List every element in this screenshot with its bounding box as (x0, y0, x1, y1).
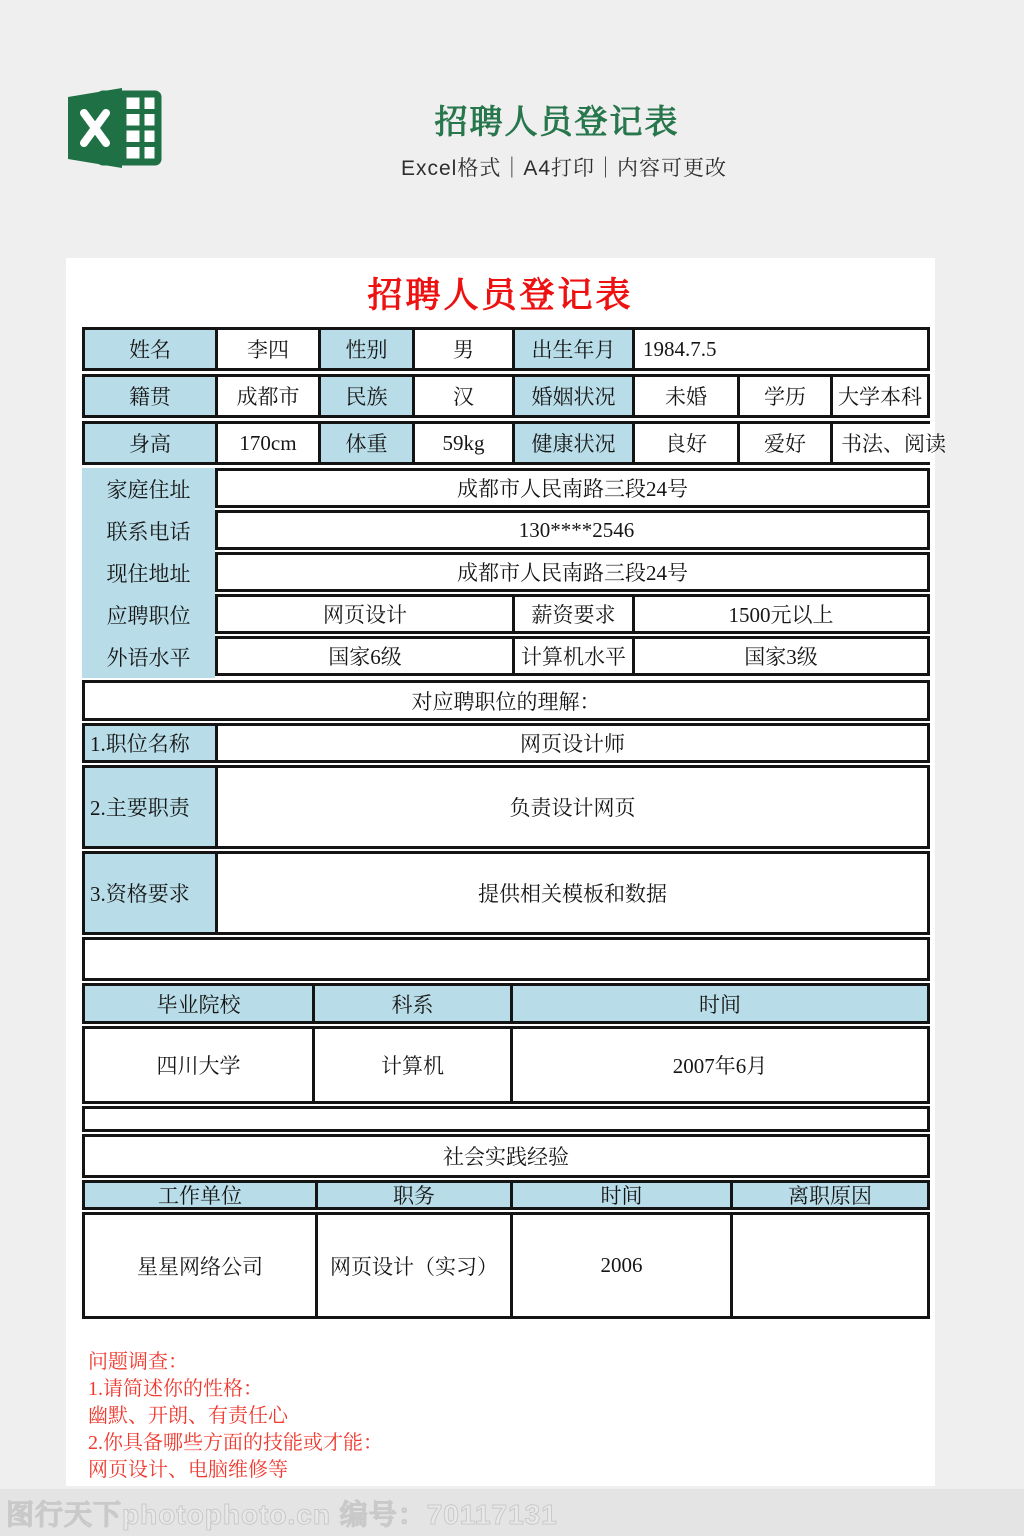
ethnicity-value: 汉 (412, 374, 515, 418)
home-address-value: 成都市人民南路三段24号 (215, 468, 930, 508)
position-name-label: 1.职位名称 (82, 723, 218, 763)
department-value: 计算机 (312, 1026, 513, 1104)
understanding-row (82, 765, 930, 849)
graduation-time-value: 2007年6月 (510, 1026, 930, 1104)
gender-label: 性别 (318, 327, 415, 371)
survey-notes (88, 1349, 935, 1484)
table-row (82, 421, 946, 465)
work-time-value: 2006 (510, 1212, 733, 1319)
contact-section (82, 468, 930, 678)
phone-value: 130****2546 (215, 510, 930, 550)
watermark-text: 图行天下photophoto.cn 编号：70117131 (6, 1498, 558, 1530)
height-label: 身高 (82, 421, 218, 465)
school-value: 四川大学 (82, 1026, 315, 1104)
position-value: 网页设计 (215, 594, 515, 634)
registration-table (82, 327, 946, 1319)
employer-value: 星星网络公司 (82, 1212, 318, 1319)
position-row (215, 594, 930, 634)
note-line: 幽默、开朗、有责任心 (88, 1405, 288, 1427)
understanding-row (82, 851, 930, 935)
computer-label: 计算机水平 (512, 636, 635, 676)
health-value: 良好 (632, 421, 740, 465)
note-line: 问题调查： (88, 1351, 188, 1373)
duty-label: 2.主要职责 (82, 765, 218, 849)
school-header: 毕业院校 (82, 983, 315, 1024)
origin-value: 成都市 (215, 374, 321, 418)
leave-reason-header: 离职原因 (730, 1180, 930, 1210)
employer-header: 工作单位 (82, 1180, 318, 1210)
current-address-label: 现住地址 (106, 562, 191, 586)
language-label: 外语水平 (106, 646, 191, 670)
birth-label: 出生年月 (512, 327, 635, 371)
skill-row (215, 636, 930, 676)
education-value: 大学本科 (830, 374, 930, 418)
leave-reason-value (730, 1212, 930, 1319)
hobby-value: 书法、阅读 (830, 421, 930, 465)
note-line: 2.你具备哪些方面的技能或才能： (88, 1432, 383, 1454)
practice-title: 社会实践经验 (82, 1134, 930, 1178)
department-header: 科系 (312, 983, 513, 1024)
height-value: 170cm (215, 421, 321, 465)
weight-value: 59kg (412, 421, 515, 465)
empty-row (82, 937, 930, 981)
empty-cell (82, 937, 930, 981)
understanding-row (82, 723, 930, 763)
weight-label: 体重 (318, 421, 415, 465)
origin-label: 籍贯 (82, 374, 218, 418)
page-subtitle: Excel格式｜A4打印｜内容可更改 (400, 157, 728, 180)
salary-value: 1500元以上 (632, 594, 930, 634)
practice-header-row (82, 1180, 930, 1210)
form-title: 招聘人员登记表 (367, 276, 634, 315)
hobby-label: 爱好 (737, 421, 833, 465)
education-data-row (82, 1026, 930, 1104)
table-row (82, 327, 930, 371)
form-card (66, 258, 946, 1486)
name-label: 姓名 (82, 327, 218, 371)
duty-value: 负责设计网页 (215, 765, 930, 849)
page-title: 招聘人员登记表 (434, 103, 680, 140)
contact-label-strip (82, 468, 215, 678)
understanding-header: 对应聘职位的理解： (82, 680, 930, 721)
job-header: 职务 (315, 1180, 513, 1210)
note-line: 网页设计、电脑维修等 (88, 1459, 288, 1481)
ethnicity-label: 民族 (318, 374, 415, 418)
time-header: 时间 (510, 983, 930, 1024)
marital-value: 未婚 (632, 374, 740, 418)
position-label: 应聘职位 (106, 604, 191, 628)
current-address-value: 成都市人民南路三段24号 (215, 552, 930, 592)
language-value: 国家6级 (215, 636, 515, 676)
name-value: 李四 (215, 327, 321, 371)
understanding-header-row (82, 680, 930, 721)
education-label: 学历 (737, 374, 833, 418)
practice-title-row (82, 1134, 930, 1178)
work-time-header: 时间 (510, 1180, 733, 1210)
gender-value: 男 (412, 327, 515, 371)
contact-values (215, 468, 930, 678)
empty-row (82, 1106, 930, 1132)
position-name-value: 网页设计师 (215, 723, 930, 763)
phone-label: 联系电话 (106, 520, 191, 544)
note-line: 1.请简述你的性格： (88, 1378, 263, 1400)
empty-cell (82, 1106, 930, 1132)
education-header-row (82, 983, 930, 1024)
qualification-value: 提供相关模板和数据 (215, 851, 930, 935)
computer-value: 国家3级 (632, 636, 930, 676)
practice-data-row (82, 1212, 930, 1319)
qualification-label: 3.资格要求 (82, 851, 218, 935)
health-label: 健康状况 (512, 421, 635, 465)
salary-label: 薪资要求 (512, 594, 635, 634)
watermark-bar (0, 1489, 1024, 1536)
job-value: 网页设计（实习） (315, 1212, 513, 1319)
home-address-label: 家庭住址 (106, 478, 191, 502)
marital-label: 婚姻状况 (512, 374, 635, 418)
birth-value: 1984.7.5 (632, 327, 930, 371)
table-row (82, 374, 930, 418)
